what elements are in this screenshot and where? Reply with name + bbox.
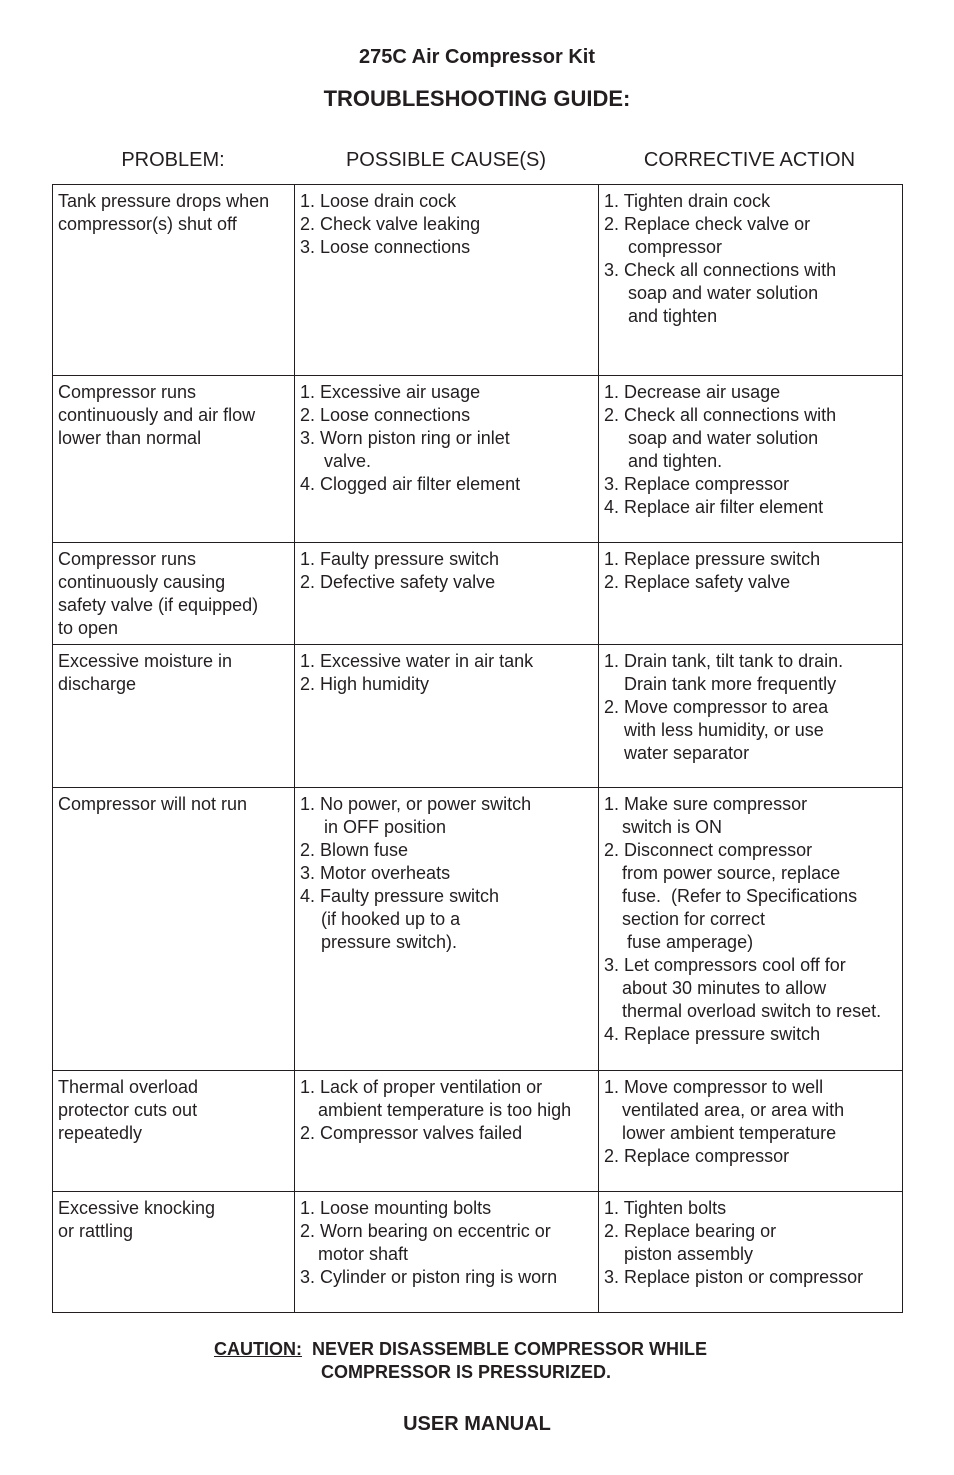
action-cell (599, 788, 903, 1071)
cause-line: 3. Loose connections (300, 237, 471, 257)
cause-line: 2. Compressor valves failed (300, 1123, 523, 1143)
cause-line: 1. Excessive water in air tank (300, 651, 534, 671)
action-line: 2. Check all connections with (604, 405, 837, 425)
cause-line: (if hooked up to a (321, 909, 461, 929)
action-line: 1. Replace pressure switch (604, 549, 821, 569)
cause-line: 1. Loose mounting bolts (300, 1198, 492, 1218)
problem-cell (53, 788, 295, 1071)
action-cell (599, 543, 903, 645)
action-line: 2. Disconnect compressor (604, 840, 813, 860)
cause-line: 1. Lack of proper ventilation or (300, 1077, 543, 1097)
action-line: 2. Move compressor to area (604, 697, 829, 717)
action-line: and tighten. (628, 451, 723, 471)
table-row (53, 185, 903, 376)
cause-line: 2. Check valve leaking (300, 214, 481, 234)
action-line: switch is ON (622, 817, 723, 837)
action-line: water separator (624, 743, 750, 763)
action-cell (599, 185, 903, 376)
caution-label: CAUTION: (214, 1339, 302, 1359)
action-line: 3. Let compressors cool off for (604, 955, 846, 975)
action-line: fuse amperage) (622, 932, 754, 952)
problem-line: continuously and air flow (58, 405, 256, 425)
column-header-cause: POSSIBLE CAUSE(S) (345, 149, 547, 171)
cause-cell (295, 1192, 599, 1313)
action-line: 2. Replace compressor (604, 1146, 790, 1166)
action-line: fuse. (Refer to Specifications (622, 886, 858, 906)
action-line: section for correct (622, 909, 766, 929)
cause-line: 3. Cylinder or piston ring is worn (300, 1267, 558, 1287)
action-line: with less humidity, or use (624, 720, 824, 740)
action-cell (599, 645, 903, 788)
action-line: 2. Replace safety valve (604, 572, 791, 592)
action-line: 1. Decrease air usage (604, 382, 781, 402)
action-line: 3. Replace compressor (604, 474, 790, 494)
problem-line: compressor(s) shut off (58, 214, 237, 234)
problem-line: Tank pressure drops when (58, 191, 270, 211)
action-line: 1. Tighten bolts (604, 1198, 727, 1218)
troubleshooting-table (52, 184, 903, 1313)
cause-cell (295, 788, 599, 1071)
problem-cell (53, 376, 295, 543)
action-line: ventilated area, or area with (622, 1100, 845, 1120)
problem-line: Thermal overload (58, 1077, 199, 1097)
action-line: 1. Move compressor to well (604, 1077, 824, 1097)
cause-line: 1. Excessive air usage (300, 382, 481, 402)
action-line: 1. Make sure compressor (604, 794, 808, 814)
caution-line-1 (214, 1338, 707, 1361)
action-line: 4. Replace pressure switch (604, 1024, 821, 1044)
problem-line: or rattling (58, 1221, 134, 1241)
cause-line: 2. Loose connections (300, 405, 471, 425)
action-line: 3. Replace piston or compressor (604, 1267, 864, 1287)
problem-line: lower than normal (58, 428, 202, 448)
action-cell (599, 1192, 903, 1313)
problem-line: protector cuts out (58, 1100, 198, 1120)
problem-cell (53, 185, 295, 376)
problem-line: Compressor will not run (58, 794, 248, 814)
cause-line: 2. Defective safety valve (300, 572, 496, 592)
cause-line: 2. Blown fuse (300, 840, 409, 860)
footer-label: USER MANUAL (403, 1413, 551, 1435)
cause-line: 1. No power, or power switch (300, 794, 532, 814)
action-line: soap and water solution (628, 283, 819, 303)
problem-cell (53, 1192, 295, 1313)
action-line: piston assembly (624, 1244, 754, 1264)
action-line: thermal overload switch to reset. (622, 1001, 882, 1021)
problem-line: discharge (58, 674, 137, 694)
cause-line: 4. Faulty pressure switch (300, 886, 500, 906)
problem-line: Excessive moisture in (58, 651, 233, 671)
action-line: 1. Drain tank, tilt tank to drain. (604, 651, 844, 671)
cause-line: valve. (324, 451, 372, 471)
column-header-problem: PROBLEM: (121, 149, 225, 171)
problem-cell (53, 543, 295, 645)
problem-line: safety valve (if equipped) (58, 595, 259, 615)
cause-cell (295, 543, 599, 645)
cause-cell (295, 1071, 599, 1192)
cause-line: 2. Worn bearing on eccentric or (300, 1221, 551, 1241)
table-row (53, 788, 903, 1071)
problem-cell (53, 645, 295, 788)
caution-text-2: COMPRESSOR IS PRESSURIZED. (321, 1362, 612, 1382)
action-cell (599, 376, 903, 543)
cause-line: 3. Worn piston ring or inlet (300, 428, 510, 448)
document-title: 275C Air Compressor Kit (359, 46, 595, 68)
cause-line: motor shaft (318, 1244, 409, 1264)
table-row (53, 543, 903, 645)
problem-line: repeatedly (58, 1123, 143, 1143)
table-row (53, 1192, 903, 1313)
cause-line: 1. Faulty pressure switch (300, 549, 500, 569)
cause-line: 2. High humidity (300, 674, 430, 694)
action-line: 1. Tighten drain cock (604, 191, 771, 211)
table-row (53, 1071, 903, 1192)
cause-cell (295, 376, 599, 543)
cause-line: ambient temperature is too high (318, 1100, 572, 1120)
cause-line: 3. Motor overheats (300, 863, 451, 883)
action-line: Drain tank more frequently (624, 674, 837, 694)
action-line: from power source, replace (622, 863, 841, 883)
caution-text-1: NEVER DISASSEMBLE COMPRESSOR WHILE (302, 1339, 708, 1359)
problem-line: to open (58, 618, 119, 638)
problem-line: Compressor runs (58, 549, 197, 569)
action-line: 4. Replace air filter element (604, 497, 824, 517)
action-line: and tighten (628, 306, 718, 326)
cause-line: 4. Clogged air filter element (300, 474, 521, 494)
problem-line: Compressor runs (58, 382, 197, 402)
action-line: 3. Check all connections with (604, 260, 837, 280)
action-line: 2. Replace check valve or (604, 214, 811, 234)
action-line: compressor (628, 237, 723, 257)
cause-cell (295, 645, 599, 788)
action-line: 2. Replace bearing or (604, 1221, 777, 1241)
table-row (53, 376, 903, 543)
cause-line: in OFF position (324, 817, 447, 837)
action-cell (599, 1071, 903, 1192)
problem-line: Excessive knocking (58, 1198, 216, 1218)
cause-line: 1. Loose drain cock (300, 191, 457, 211)
action-line: lower ambient temperature (622, 1123, 837, 1143)
problem-cell (53, 1071, 295, 1192)
cause-cell (295, 185, 599, 376)
cause-line: pressure switch). (321, 932, 458, 952)
problem-line: continuously causing (58, 572, 226, 592)
table-row (53, 645, 903, 788)
column-header-action: CORRECTIVE ACTION (643, 149, 856, 171)
guide-title: TROUBLESHOOTING GUIDE: (323, 86, 631, 111)
action-line: soap and water solution (628, 428, 819, 448)
action-line: about 30 minutes to allow (622, 978, 827, 998)
